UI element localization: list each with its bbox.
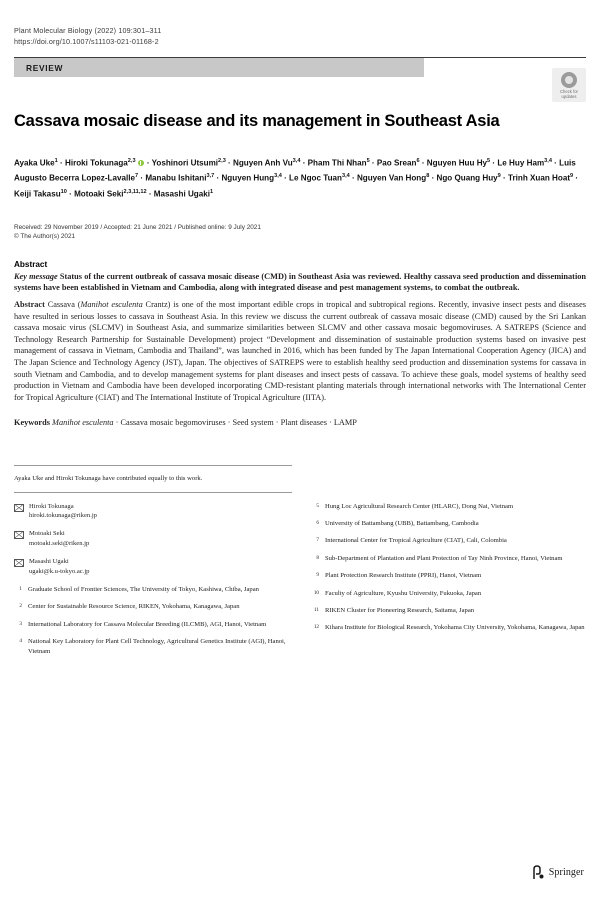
orcid-icon[interactable]: [138, 160, 144, 166]
doi-link[interactable]: https://doi.org/10.1007/s11103-021-01168-2: [14, 36, 159, 46]
footnote-column-right: [311, 502, 586, 664]
footnote-divider-bottom: [14, 492, 292, 493]
abstract-paragraph: [14, 299, 586, 403]
affiliation-number: 11: [314, 607, 319, 613]
publisher-logo: [532, 865, 584, 880]
affiliation-text: University of Battambang (UBB), Battambang, Cambodia: [325, 519, 479, 527]
keywords-section: [14, 417, 586, 429]
springer-mark-icon: [532, 865, 545, 880]
abstract-heading: Abstract: [14, 259, 48, 269]
crossmark-line2: updates: [561, 93, 577, 99]
journal-citation: Plant Molecular Biology (2022) 109:301–311: [14, 26, 162, 35]
affiliation-item: [311, 571, 586, 580]
affiliation-number: 7: [316, 537, 319, 544]
affiliation-text: National Key Laboratory for Plant Cell Technology, Agricultural Genetics Institute (AGI), Hanoi, Vietnam: [28, 638, 286, 655]
affiliation-text: Graduate School of Frontier Sciences, The University of Tokyo, Kashiwa, Chiba, Japan: [28, 586, 259, 593]
affiliation-item: [14, 602, 289, 611]
copyright-line: © The Author(s) 2021: [14, 233, 76, 241]
envelope-icon: [14, 531, 24, 539]
footnote-column-left: [14, 502, 289, 664]
envelope-icon: [14, 504, 24, 512]
affiliation-number: 2: [19, 603, 22, 610]
equal-contribution-note: Ayaka Uke and Hiroki Tokunaga have contributed equally to this work.: [14, 474, 203, 482]
affiliation-item: [14, 637, 289, 656]
affiliation-text: Center for Sustainable Resource Science, RIKEN, Yokohama, Kanagawa, Japan: [28, 603, 240, 611]
abstract-text: Cassava (Manihot esculenta Crantz) is one of the most important edible crops in tropical and subtropical regions. Recently, invasive insect pests and diseases have resulted in serious losses to cassava in Southeast Asia. In this review we discuss the current outbreak of cassava mosaic disease (CMD) caused by the Sri Lankan cassava mosaic virus (SLCMV) in Southeast Asia, and summarize similarities between SLCMV and other cassava mosaic begomoviruses. A SATREPS (Science and Technology Research Partnership for Sustainable Development) project “Development and dissemination of sustainable production systems based on invasive pest management of cassava in Vietnam, Cambodia and Thailand”, was launched in 2016, which has been funded by The Japan International Cooperation Agency (JICA) and The Japan Science and Technology Agency (JST), Japan. The objectives of SATREPS were to establish healthy seed production and dissemination systems for cassava in south Vietnam and Cambodia, and to develop management systems for plant diseases and insect pests of cassava. To achieve these goals, model systems of healthy seed production in Vietnam and Cambodia have been developed incorporating CMD-resistant planting materials through international networks with The International Center for Tropical Agriculture (CIAT) and The International Institute of Tropical Agriculture (IITA).: [14, 300, 586, 402]
abstract-label: Abstract: [14, 300, 45, 310]
keywords-list: Manihot esculenta · Cassava mosaic begomoviruses · Seed system · Plant diseases · LAMP: [52, 418, 357, 428]
affiliation-text: Plant Protection Research Institute (PPRI), Hanoi, Vietnam: [325, 572, 482, 580]
contact-name: Hiroki Tokunaga: [29, 502, 74, 510]
affiliation-text: Sub-Department of Plantation and Plant Protection of Tay Ninh Province, Hanoi, Vietnam: [325, 554, 563, 562]
received-accepted-published: Received: 29 November 2019 / Accepted: 21 June 2021 / Published online: 9 July 2021: [14, 223, 261, 231]
affiliation-number: 10: [313, 589, 319, 596]
affiliation-item: [14, 585, 289, 594]
affiliation-item: [311, 502, 586, 511]
affiliation-number: 12: [313, 624, 319, 631]
key-message-text: Status of the current outbreak of cassava mosaic disease (CMD) in Southeast Asia was reviewed. Healthy cassava seed production and dissemination systems have been established in Vietnam and Cambodia, along with integrated disease and pest management systems, to combat the outbreak.: [14, 271, 587, 293]
contact-email[interactable]: ugaki@k.u-tokyo.ac.jp: [29, 567, 90, 575]
affiliation-item: [311, 606, 586, 615]
contact-entry: [14, 502, 289, 521]
publisher-name: Springer: [548, 867, 584, 878]
contact-name: Masashi Ugaki: [29, 558, 69, 566]
affiliation-text: Hung Loc Agricultural Research Center (HLARC), Dong Nai, Vietnam: [325, 502, 514, 510]
affiliation-item: [311, 519, 586, 528]
footnote-divider-top: [14, 465, 292, 466]
contact-name: Motoaki Seki: [29, 530, 65, 538]
affiliation-number: 5: [316, 502, 319, 509]
publication-dates: [14, 223, 586, 242]
contact-entry: [14, 557, 289, 576]
envelope-icon: [14, 559, 24, 567]
affiliation-item: [311, 589, 586, 598]
affiliation-number: 6: [316, 519, 319, 526]
keywords-label: Keywords: [14, 418, 50, 428]
affiliation-number: 9: [316, 572, 319, 579]
affiliation-text: RIKEN Cluster for Pioneering Research, Saitama, Japan: [325, 607, 475, 614]
affiliation-text: International Center for Tropical Agriculture (CIAT), Cali, Colombia: [325, 537, 507, 545]
page-title: Cassava mosaic disease and its management in Southeast Asia: [14, 112, 500, 130]
key-message-label: Key message: [14, 271, 58, 281]
affiliation-item: [14, 620, 289, 629]
crossmark-line1: Check for: [560, 88, 578, 94]
affiliation-number: 3: [19, 620, 22, 627]
journal-header: [14, 26, 586, 47]
crossmark-badge[interactable]: [552, 68, 586, 102]
article-type-label: REVIEW: [26, 62, 64, 73]
abstract-section: [14, 260, 586, 404]
affiliation-item: [311, 536, 586, 545]
affiliation-item: [311, 554, 586, 563]
contact-entry: [14, 529, 289, 548]
affiliation-text: International Laboratory for Cassava Molecular Breeding (ILCMB), AGI, Hanoi, Vietnam: [28, 620, 267, 628]
contact-email[interactable]: hiroki.tokunaga@riken.jp: [29, 511, 97, 519]
affiliation-number: 1: [19, 586, 22, 592]
crossmark-icon: [561, 72, 577, 88]
affiliation-number: 4: [19, 638, 22, 645]
affiliation-text: Faculty of Agriculture, Kyushu University, Fukuoka, Japan: [325, 589, 482, 597]
header-rule: [14, 57, 586, 58]
author-list: Ayaka Uke$^1$ · Hiroki Tokunaga$^{2,3}$ · Yoshinori Utsumi$^{2,3}$ · Nguyen Anh Vu$^{3,4}$ · Pham Thi Nhan$^5$ · Pao Srean$^6$ · Nguyen Huu $Hy^5 \cdot Le$ Huy Ham$^{3,4}$ · Luis Augusto Becerra Lopez-Lavalle$^7$ · Manabu Ishitani$^{3,7}$ · Nguyen Hung$^{3,4}$ · Le Ngoc Tuan$^{3,4}$ · Nguyen Van Hong$^8$ · Ngo Quang Huy$^9$ · Trinh Xuan Hoat$^9$ · Keiji Takasu$^{10}$ · Motoaki Seki$^{2,3,11,12}$ · Masashi Ugaki$^1$: [14, 158, 579, 199]
article-type-badge: [14, 58, 424, 77]
affiliation-number: 8: [316, 554, 319, 561]
affiliation-item: [311, 623, 586, 632]
key-message-paragraph: [14, 271, 586, 294]
contact-email[interactable]: motoaki.seki@riken.jp: [29, 539, 90, 547]
footnote-columns: [14, 502, 586, 664]
affiliation-text: Kihara Institute for Biological Research, Yokohama City University, Yokohama, Kanagawa, Japan: [325, 624, 585, 632]
